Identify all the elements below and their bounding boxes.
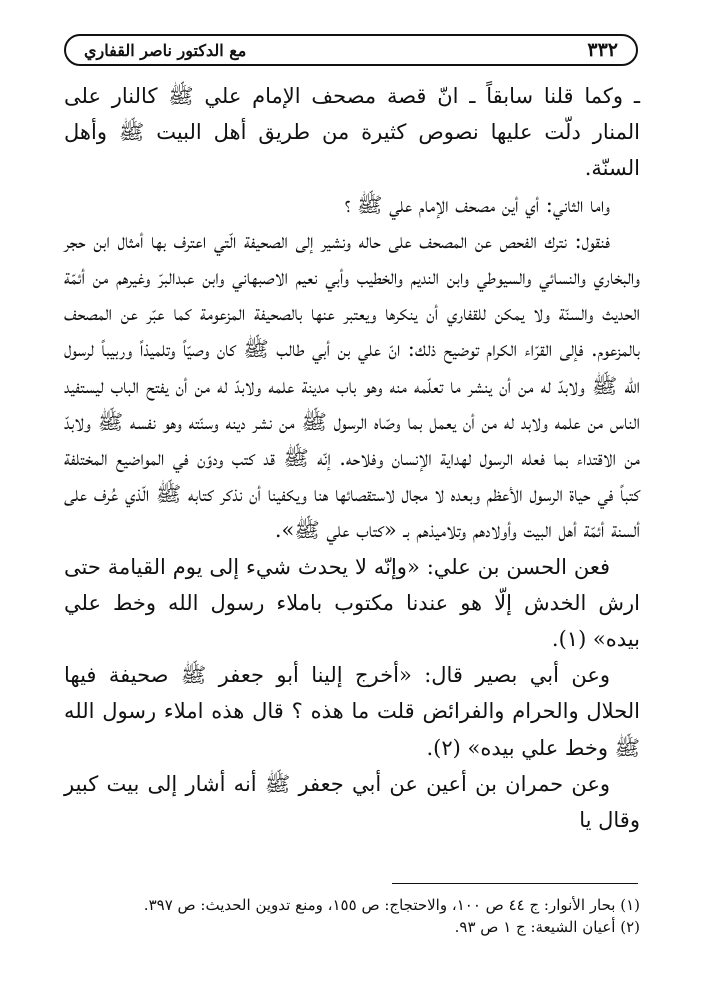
paragraph: واما الثاني: أي أين مصحف الإمام علي ﷺ ؟ — [344, 192, 610, 217]
paragraph: وعن أبي بصير قال: «أخرج إلينا أبو جعفر ﷺ صحيفة فيها الحلال والحرام والفرائض قلت ما هذه ؟ قال هذه املاء رسول الله ﷺ وخط علي بيده» (٢). — [64, 663, 640, 760]
footnote: (١) بحار الأنوار: ج ٤٤ ص ١٠٠، والاحتجاج: ص ١٥٥، ومنع تدوين الحديث: ص ٣٩٧. — [143, 896, 640, 914]
body-text — [64, 78, 640, 838]
page-number: ٣٣٢ — [587, 39, 618, 61]
paragraph: فنقول: نترك الفحص عن المصحف على حاله ونشير إلى الصحيفة الّتي اعترف بها أمثال ابن حجر والبخاري والنسائي والسيوطي وابن النديم والخطيب وأبي نعيم الاصبهاني وابن عبدالبرّ وغيرهم من أئمّة الحديث والسنّة ولا يمكن للقفاري أن ينكرها ويعتبر عنها بالصحيفة المزعومة كما عبّر عن المصحف بالمزعوم. فإلى القرّاء الكرام توضيح ذلك: انّ علي بن أبي طالب ﷺ كان وصيّاً وتلميذاً وربيباً لرسول الله ﷺ ولابدّ له من أن ينشر ما تعلّمه منه وهو باب مدينة علمه ولابدّ له من أن يفتح الباب ليستفيد الناس من علمه ولابد له من أن يعمل بما وصّاه الرسول ﷺ من نشر دينه وسنّته وهو نفسه ﷺ ولابدّ من الاقتداء بما فعله الرسول لهداية الإنسان وفلاحه. إنّه ﷺ قد كتب ودوّن في المواضيع المختلفة كتباً في حياة الرسول الأعظم وبعده لا مجال لاستقصائها هنا ويكفينا أن نذكر كتابه ﷺ الّذي عُرف على ألسنة أئمّة أهل البيت وأولادهم وتلاميذهم بـ «كتاب علي ﷺ». — [64, 228, 640, 543]
page-header — [64, 34, 638, 66]
footnotes — [64, 894, 640, 938]
paragraph: ـ وكما قلنا سابقاً ـ انّ قصة مصحف الإمام علي ﷺ كالنار على المنار دلّت عليها نصوص كثيرة من طريق أهل البيت ﷺ وأهل السنّة. — [64, 84, 640, 181]
paragraph: فعن الحسن بن علي: «وإنّه لا يحدث شيء إلى يوم القيامة حتى ارش الخدش إلّا هو عندنا مكتوب باملاء رسول الله وخط علي بيده» (١). — [64, 554, 640, 652]
paragraph: وعن حمران بن أعين عن أبي جعفر ﷺ أنه أشار إلى بيت كبير وقال يا — [64, 771, 640, 833]
running-title: مع الدكتور ناصر القفاري — [84, 40, 247, 60]
footnote: (٢) أعيان الشيعة: ج ١ ص ٩٣. — [454, 918, 640, 936]
footnote-divider — [392, 883, 638, 884]
